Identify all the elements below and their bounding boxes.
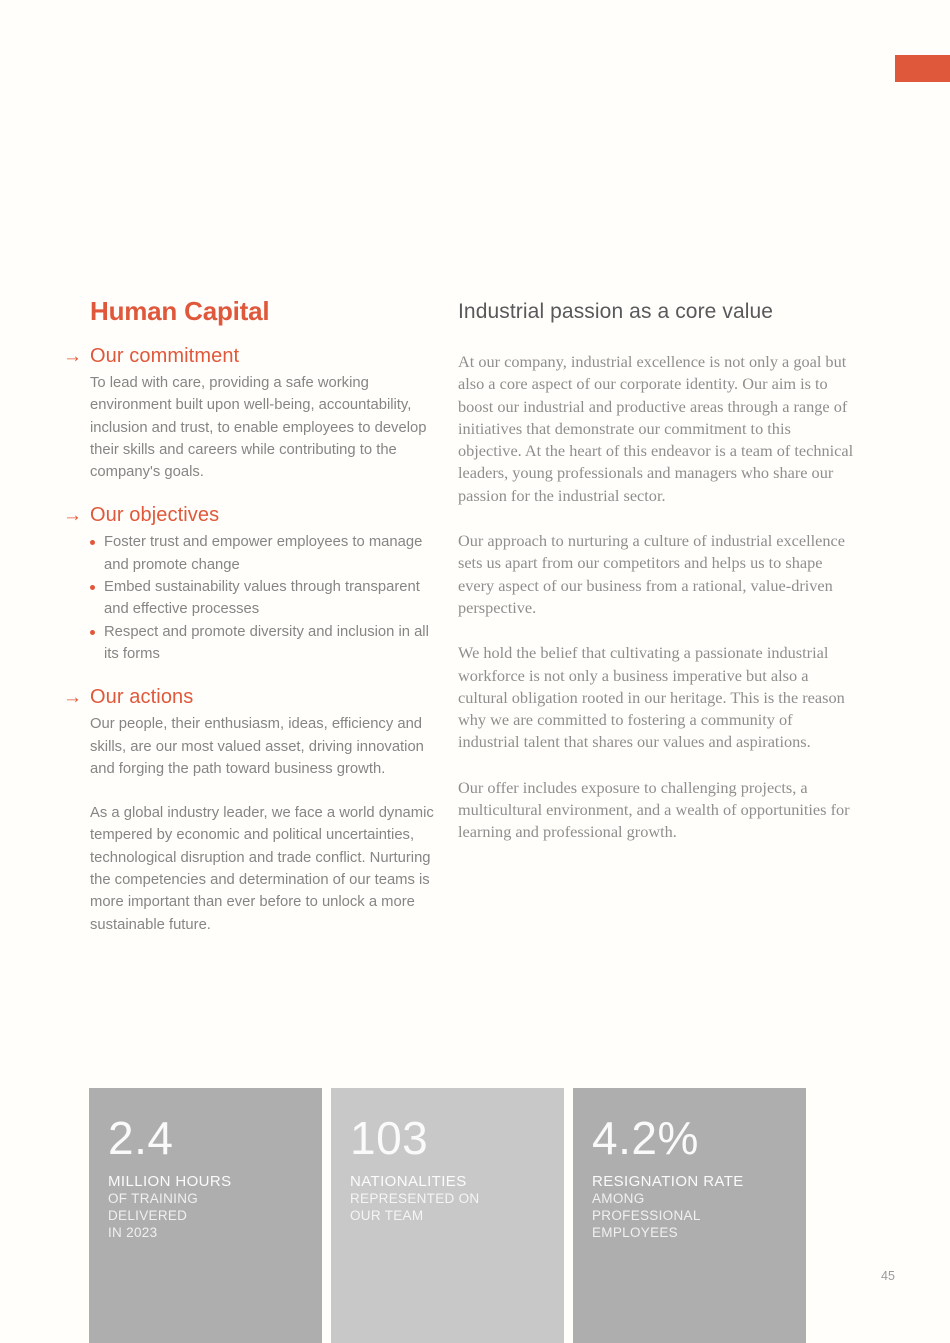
- stat-label: RESIGNATION RATE: [592, 1173, 744, 1190]
- right-paragraph: At our company, industrial excellence is not only a goal but also a core aspect of our corporate identity. Our aim is to boost our industrial and productive areas through a range of initiatives that demonstrate our commitment to this objective. At the heart of this endeavor is a team of technical leaders, young professionals and managers who share our passion for the industrial sector.: [458, 352, 854, 505]
- section-objectives: [63, 503, 437, 665]
- bullet-icon: [90, 585, 95, 590]
- arrow-right-icon: →: [63, 346, 82, 367]
- actions-paragraph: Our people, their enthusiasm, ideas, efficiency and skills, are our most valued asset, driving innovation and forging the path toward business growth.: [90, 716, 424, 777]
- list-item: [90, 576, 437, 621]
- list-item-text: Embed sustainability values through transparent and effective processes: [104, 579, 420, 618]
- stat-subline: DELIVERED: [108, 1208, 188, 1224]
- commitment-paragraph: To lead with care, providing a safe working environment built upon well-being, accountability, inclusion and trust, to enable employees to develop their skills and careers while contributing to the company's goals.: [90, 375, 427, 481]
- right-column: [458, 299, 854, 844]
- bullet-icon: [90, 540, 95, 545]
- arrow-right-icon: →: [63, 505, 82, 527]
- stat-label: MILLION HOURS: [108, 1173, 232, 1190]
- stat-value: 103: [350, 1112, 429, 1164]
- section-objectives-heading: Our objectives: [90, 504, 220, 527]
- stat-subline: IN 2023: [108, 1225, 158, 1241]
- section-commitment-heading: Our commitment: [90, 345, 240, 367]
- section-commitment-header: [63, 344, 437, 369]
- list-item-text: Foster trust and empower employees to manage and promote change: [104, 534, 423, 573]
- actions-paragraph: As a global industry leader, we face a world dynamic tempered by economic and political uncertainties, technological disruption and trade conflict. Nurturing the competencies and determination of our teams is more important than ever before to unlock a more sustainable future.: [90, 805, 434, 933]
- right-paragraph: We hold the belief that cultivating a passionate industrial workforce is not only a business imperative but also a cultural obligation rooted in our heritage. This is the reason why we are committed to fostering a community of industrial talent that shares our values and aspirations.: [458, 643, 845, 752]
- objectives-list: [90, 531, 437, 665]
- stat-value: 4.2%: [592, 1112, 699, 1164]
- stat-subline: PROFESSIONAL: [592, 1208, 701, 1224]
- stat-subline: OF TRAINING: [108, 1191, 199, 1206]
- list-item: [90, 621, 437, 666]
- stat-subline: REPRESENTED ON: [350, 1191, 480, 1206]
- section-actions: [63, 685, 437, 936]
- page-title: Human Capital: [90, 296, 270, 326]
- stat-value: 2.4: [108, 1112, 174, 1164]
- right-column-heading: Industrial passion as a core value: [458, 300, 774, 323]
- corner-accent-bar: [895, 55, 950, 82]
- stat-label: NATIONALITIES: [350, 1173, 467, 1190]
- right-paragraph: Our offer includes exposure to challenging projects, a multicultural environment, and a wealth of opportunities for learning and professional growth.: [458, 777, 850, 842]
- stats-row: [89, 1088, 806, 1343]
- section-actions-header: [63, 685, 437, 710]
- section-actions-heading: Our actions: [90, 686, 194, 709]
- stat-box-resignation-rate: [573, 1088, 806, 1343]
- right-paragraph: Our approach to nurturing a culture of industrial excellence sets us apart from our competitors and helps us to shape every aspect of our business from a rational, value-driven perspective.: [458, 531, 845, 617]
- stat-box-nationalities: [331, 1088, 564, 1343]
- left-column: [63, 296, 437, 936]
- page-number: 45: [881, 1269, 895, 1283]
- list-item-text: Respect and promote diversity and inclusion in all its forms: [104, 623, 429, 662]
- section-commitment: [63, 344, 437, 483]
- stat-subline: EMPLOYEES: [592, 1225, 678, 1241]
- section-objectives-header: [63, 503, 437, 528]
- stat-subline: OUR TEAM: [350, 1208, 424, 1224]
- stat-subline: AMONG: [592, 1191, 645, 1206]
- bullet-icon: [90, 630, 95, 635]
- stat-box-training-hours: [89, 1088, 322, 1343]
- arrow-right-icon: →: [63, 687, 82, 709]
- list-item: [90, 531, 437, 576]
